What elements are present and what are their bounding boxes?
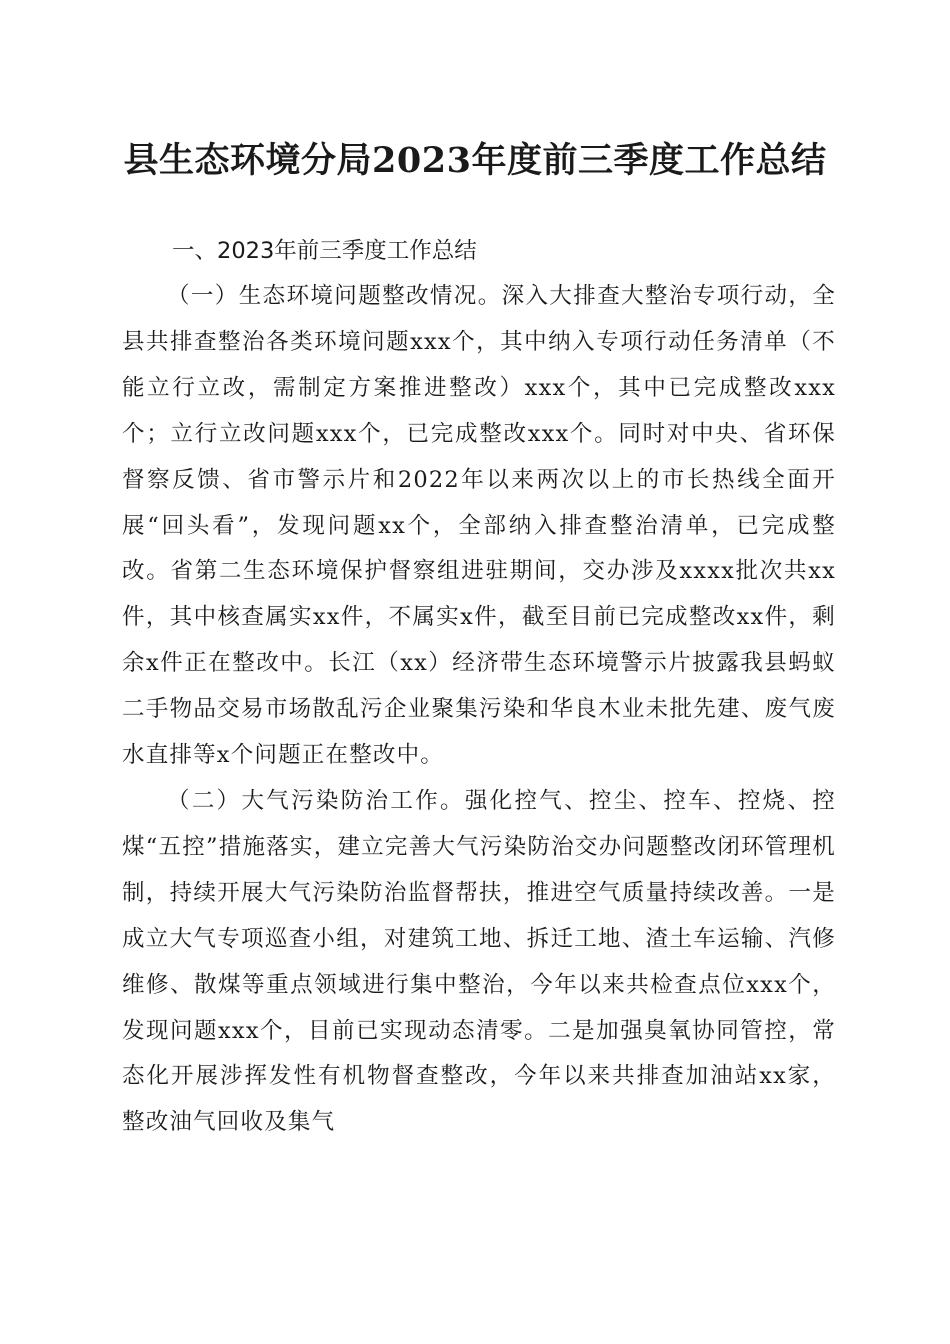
document-body: [122, 228, 836, 1146]
paragraph-ecological-rectification: （一）生态环境问题整改情况。深入大排查大整治专项行动，全县共排查整治各类环境问题xxx个，其中纳入专项行动任务清单（不能立行立改，需制定方案推进整改）xxx个，其中已完成整改xxx个；立行立改问题xxx个，已完成整改xxx个。同时对中央、省环保督察反馈、省市警示片和2022年以来两次以上的市长热线全面开展“回头看”，发现问题xx个，全部纳入排查整治清单，已完成整改。省第二生态环境保护督察组进驻期间，交办涉及xxxx批次共xx件，其中核查属实xx件，不属实x件，截至目前已完成整改xx件，剩余x件正在整改中。长江（xx）经济带生态环境警示片披露我县蚂蚁二手物品交易市场散乱污企业聚集污染和华良木业未批先建、废气废水直排等x个问题正在整改中。: [122, 283, 836, 769]
document-title: 县生态环境分局2023年度前三季度工作总结: [123, 140, 827, 181]
section-heading: 一、2023年前三季度工作总结: [172, 238, 477, 264]
paragraph-air-pollution-control: （二）大气污染防治工作。强化控气、控尘、控车、控烧、控煤“五控”措施落实，建立完善大气污染防治交办问题整改闭环管理机制，持续开展大气污染防治监督帮扶，推进空气质量持续改善。一是成立大气专项巡查小组，对建筑工地、拆迁工地、渣土车运输、汽修维修、散煤等重点领域进行集中整治，今年以来共检查点位xxx个，发现问题xxx个，目前已实现动态清零。二是加强臭氧协同管控，常态化开展涉挥发性有机物督查整改，今年以来共排查加油站xx家，整改油气回收及集气: [122, 787, 836, 1136]
